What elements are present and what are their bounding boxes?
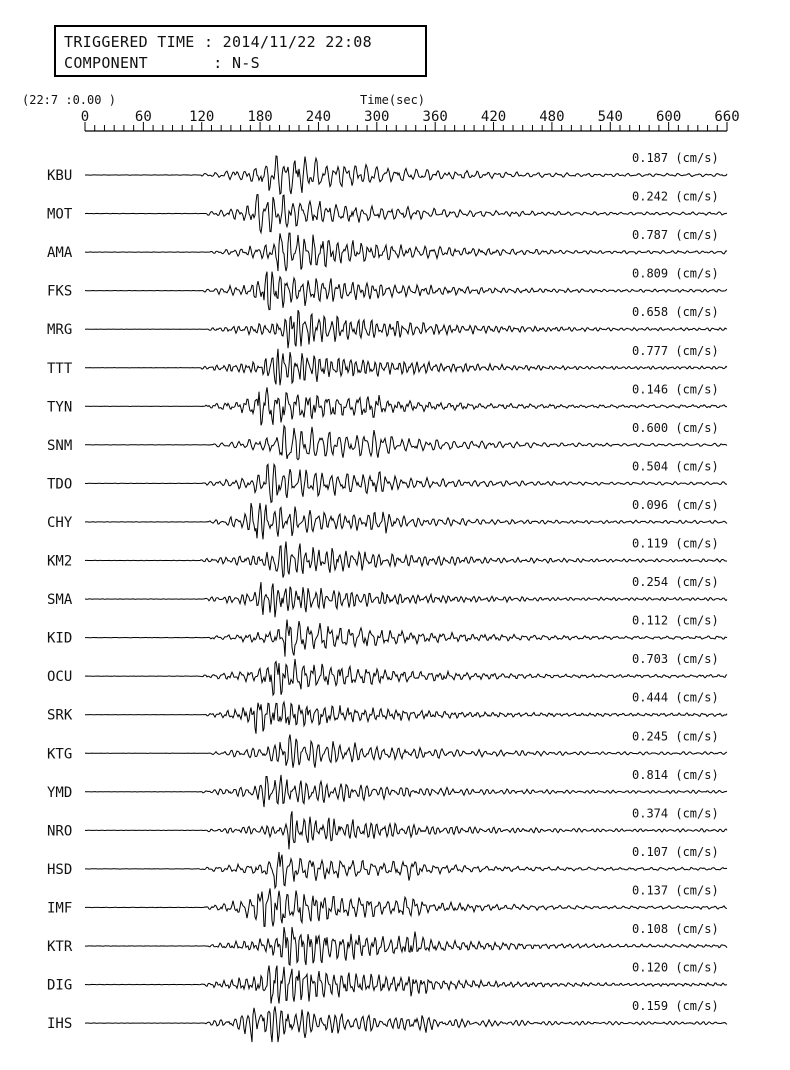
start-time-label: (22:7 :0.00 ) bbox=[22, 93, 116, 107]
waveform bbox=[85, 156, 727, 194]
waveform bbox=[85, 503, 727, 539]
trace-ama bbox=[47, 228, 727, 271]
waveform bbox=[85, 426, 727, 460]
station-label: DIG bbox=[47, 977, 73, 994]
trace-snm bbox=[47, 421, 727, 460]
max-amplitude-label: 0.119 (cm/s) bbox=[632, 536, 719, 551]
station-label: KTG bbox=[47, 746, 73, 763]
x-tick-label: 120 bbox=[189, 109, 215, 125]
waveform bbox=[85, 464, 727, 502]
waveform bbox=[85, 620, 727, 657]
station-label: IMF bbox=[47, 900, 73, 917]
station-label: SNM bbox=[47, 437, 73, 454]
waveform bbox=[85, 852, 727, 888]
waveform bbox=[85, 811, 727, 849]
component-line: COMPONENT : N-S bbox=[64, 54, 260, 72]
waveform bbox=[85, 387, 727, 425]
waveform bbox=[85, 775, 727, 807]
x-axis-title: Time(sec) bbox=[360, 93, 426, 107]
max-amplitude-label: 0.146 (cm/s) bbox=[632, 382, 719, 397]
trace-kid bbox=[47, 614, 727, 657]
max-amplitude-label: 0.374 (cm/s) bbox=[632, 806, 719, 821]
trace-fks bbox=[47, 267, 727, 310]
max-amplitude-label: 0.096 (cm/s) bbox=[632, 497, 719, 512]
station-label: AMA bbox=[47, 245, 73, 262]
max-amplitude-label: 0.444 (cm/s) bbox=[632, 690, 719, 705]
waveform bbox=[85, 582, 727, 617]
station-label: KBU bbox=[47, 168, 73, 184]
waveform bbox=[85, 735, 727, 768]
max-amplitude-label: 0.504 (cm/s) bbox=[632, 459, 719, 474]
trace-ocu bbox=[47, 652, 727, 695]
x-tick-label: 240 bbox=[305, 109, 332, 125]
x-tick-label: 480 bbox=[539, 109, 565, 125]
trace-ttt bbox=[47, 344, 727, 386]
waveform bbox=[85, 272, 727, 310]
waveform bbox=[85, 702, 727, 734]
max-amplitude-label: 0.809 (cm/s) bbox=[632, 266, 719, 281]
station-label: OCU bbox=[47, 669, 73, 686]
trace-mrg bbox=[47, 305, 727, 348]
trace-hsd bbox=[47, 845, 727, 888]
component-label: COMPONENT bbox=[64, 54, 148, 72]
trace-ymd bbox=[47, 768, 727, 807]
max-amplitude-label: 0.658 (cm/s) bbox=[632, 305, 719, 320]
x-tick-label: 0 bbox=[80, 109, 90, 125]
waveform bbox=[85, 966, 727, 1004]
waveform bbox=[85, 349, 727, 386]
max-amplitude-label: 0.112 (cm/s) bbox=[632, 613, 719, 628]
max-amplitude-label: 0.777 (cm/s) bbox=[632, 343, 719, 358]
waveform bbox=[85, 195, 727, 233]
station-label: IHS bbox=[47, 1016, 73, 1033]
station-label: SRK bbox=[47, 707, 73, 724]
trace-ktg bbox=[47, 729, 727, 767]
trace-mot bbox=[47, 190, 727, 233]
station-label: SMA bbox=[47, 592, 73, 609]
trace-ktr bbox=[47, 922, 727, 965]
x-tick-label: 420 bbox=[480, 109, 507, 125]
max-amplitude-label: 0.600 (cm/s) bbox=[632, 420, 719, 435]
trace-chy bbox=[47, 498, 727, 539]
x-tick-label: 660 bbox=[714, 109, 740, 125]
waveform bbox=[85, 542, 727, 578]
waveform bbox=[85, 927, 727, 965]
max-amplitude-label: 0.137 (cm/s) bbox=[632, 883, 719, 898]
max-amplitude-label: 0.187 (cm/s) bbox=[632, 151, 719, 165]
max-amplitude-label: 0.107 (cm/s) bbox=[632, 844, 719, 859]
x-tick-label: 600 bbox=[655, 109, 682, 125]
station-label: TYN bbox=[47, 399, 73, 416]
waveform bbox=[85, 310, 727, 348]
x-tick-label: 300 bbox=[364, 109, 390, 125]
x-tick-label: 360 bbox=[422, 109, 448, 125]
x-tick-label: 540 bbox=[597, 109, 623, 125]
max-amplitude-label: 0.254 (cm/s) bbox=[632, 575, 719, 590]
x-tick-label: 180 bbox=[247, 109, 273, 125]
triggered-label: TRIGGERED TIME bbox=[64, 33, 195, 51]
max-amplitude-label: 0.108 (cm/s) bbox=[632, 922, 719, 936]
waveform bbox=[85, 1006, 727, 1042]
trace-km2 bbox=[47, 537, 727, 578]
time-axis bbox=[81, 109, 740, 131]
trace-dig bbox=[47, 961, 727, 1004]
station-label: KM2 bbox=[47, 553, 73, 570]
max-amplitude-label: 0.703 (cm/s) bbox=[632, 652, 719, 667]
station-label: FKS bbox=[47, 283, 73, 300]
station-label: TTT bbox=[47, 360, 73, 377]
triggered-time-line: TRIGGERED TIME : 2014/11/22 22:08 bbox=[64, 33, 372, 51]
station-label: MRG bbox=[47, 322, 73, 339]
traces bbox=[47, 151, 727, 1042]
station-label: KID bbox=[47, 630, 73, 647]
max-amplitude-label: 0.814 (cm/s) bbox=[632, 767, 719, 782]
station-label: KTR bbox=[47, 939, 73, 955]
station-label: CHY bbox=[47, 514, 73, 531]
trace-ihs bbox=[47, 999, 727, 1042]
max-amplitude-label: 0.159 (cm/s) bbox=[632, 999, 719, 1014]
station-label: HSD bbox=[47, 861, 73, 878]
waveform bbox=[85, 888, 727, 926]
trace-imf bbox=[47, 883, 727, 926]
waveform bbox=[85, 233, 727, 271]
trace-tdo bbox=[47, 459, 727, 502]
max-amplitude-label: 0.120 (cm/s) bbox=[632, 960, 719, 975]
trace-srk bbox=[47, 691, 727, 734]
station-label: TDO bbox=[47, 476, 73, 493]
max-amplitude-label: 0.245 (cm/s) bbox=[632, 729, 719, 744]
waveform bbox=[85, 659, 727, 695]
max-amplitude-label: 0.787 (cm/s) bbox=[632, 228, 719, 243]
trace-tyn bbox=[47, 382, 727, 425]
x-tick-label: 60 bbox=[134, 109, 152, 125]
station-label: MOT bbox=[47, 206, 73, 223]
triggered-value: 2014/11/22 22:08 bbox=[222, 33, 372, 51]
component-value: N-S bbox=[231, 54, 260, 72]
trace-sma bbox=[47, 575, 727, 617]
max-amplitude-label: 0.242 (cm/s) bbox=[632, 189, 719, 204]
trace-nro bbox=[47, 806, 727, 849]
trace-kbu bbox=[47, 151, 727, 194]
station-label: YMD bbox=[47, 784, 73, 801]
station-label: NRO bbox=[47, 823, 73, 840]
